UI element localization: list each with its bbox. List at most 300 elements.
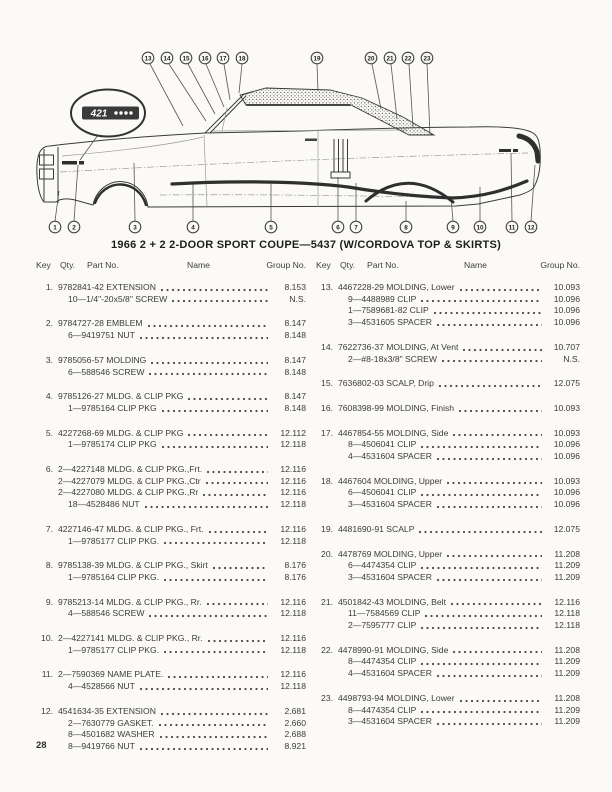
part-item [316,282,580,329]
callouts-top [142,52,433,64]
part-text: 3—4531604 SPACER [348,571,432,582]
part-key: 15. [321,378,333,389]
part-item [316,549,580,584]
emblem-421-text: 421 [90,108,108,120]
dot-leader [139,336,268,340]
header-key: Key [36,260,51,270]
part-group: 10.096 [553,305,580,316]
callout-17 [217,52,229,64]
part-text: 4—4528566 NUT [68,681,135,692]
part-text: 2—#8-18x3/8" SCREW [348,353,438,364]
part-line [36,536,306,548]
part-text: 4541634-35 EXTENSION [58,705,156,716]
part-line [36,318,306,330]
dot-leader [147,324,268,328]
part-line [316,354,580,366]
callout-12 [525,221,537,233]
part-line [36,391,306,403]
part-key: 18. [321,475,333,486]
part-line [316,305,580,317]
part-text: 1—9785174 CLIP PKG [68,439,157,450]
callout-11 [506,221,518,233]
part-item [36,318,306,341]
part-group: 12.116 [554,596,580,607]
part-group: 10.096 [553,293,580,304]
dot-leader [436,457,542,461]
part-text: 2—7630779 GASKET. [68,717,154,728]
part-group: 10.707 [553,341,580,352]
part-line [36,524,306,536]
part-key: 2. [45,318,53,329]
part-line [36,669,306,681]
dot-leader [212,566,268,570]
part-text: 18—4528486 NUT [68,499,140,510]
part-text: 2—4227080 MLDG. & CLIP PKG.,Rr [58,487,199,498]
dot-leader [163,541,268,545]
part-line [36,428,306,440]
dot-leader [420,626,542,630]
callout-number: 6 [336,224,340,232]
page-number: 28 [36,740,47,751]
part-group: 12.118 [554,620,580,631]
header-name: Name [464,260,487,270]
part-group: 8.176 [284,560,306,571]
dot-leader [424,614,542,618]
part-group: 10.093 [553,402,580,413]
part-text: 1—9785177 CLIP PKG. [68,535,160,546]
part-key: 16. [321,402,333,413]
dot-leader [452,433,542,437]
part-key: 22. [321,644,333,655]
callout-number: 3 [133,224,137,232]
part-line [36,572,306,584]
part-text: 8—9419766 NUT [68,740,135,751]
part-line [316,668,580,680]
part-line [36,706,306,718]
part-group: 11.208 [554,692,580,703]
dot-leader [436,674,542,678]
part-key: 17. [321,427,333,438]
part-group: 12.116 [280,475,306,486]
part-item [36,391,306,414]
part-line [316,560,580,572]
dot-leader [446,554,542,558]
dot-leader [160,288,268,292]
part-line [316,476,580,488]
part-line [316,317,580,329]
part-group: 11.209 [554,716,580,727]
part-item [36,560,306,583]
part-group: 10.096 [553,317,580,328]
part-text: 4—4531604 SPACER [348,451,432,462]
callout-number: 22 [404,55,412,63]
part-group: 8.148 [284,402,306,413]
dot-leader [148,372,268,376]
part-group: 8.148 [284,330,306,341]
part-group: 10.096 [553,451,580,462]
part-text: 4467604 MOLDING, Upper [338,475,443,486]
part-line [316,693,580,705]
callout-1 [49,221,61,233]
part-group: 10.096 [553,499,580,510]
part-text: 6—588546 SCREW [68,366,145,377]
header-qty: Qty. [340,260,356,270]
part-text: 4498793-94 MOLDING, Lower [338,692,455,703]
part-group: 10.093 [553,282,580,292]
header-name: Name [187,260,210,270]
part-key: 7. [45,523,53,534]
dot-leader [459,699,542,703]
callout-15 [180,52,192,64]
part-key: 23. [321,692,333,703]
part-item [36,524,306,547]
part-group: 11.209 [554,668,580,679]
part-line [36,487,306,499]
part-text: 7636802-03 SCALP, Drip [338,378,434,389]
part-text: 1—9785164 CLIP PKG. [68,571,160,582]
dot-leader [163,578,268,582]
part-text: 6—4506041 CLIP [348,487,417,498]
dot-leader [446,481,542,485]
callout-9 [447,221,459,233]
part-line [36,355,306,367]
dot-leader [433,311,542,315]
part-text: 2—7590369 NAME PLATE. [58,669,164,680]
rear-emblem [499,149,511,152]
part-group: 11.209 [554,560,580,571]
callout-number: 2 [72,224,76,232]
part-item [36,706,306,753]
dot-leader [420,710,542,714]
part-line [316,608,580,620]
part-line [36,633,306,645]
part-text: 4481690-91 SCALP [338,523,415,534]
part-group: 12.116 [280,669,306,680]
part-line [36,741,306,753]
part-line [36,729,306,741]
part-line [316,597,580,609]
header-part-no: Part No. [367,260,399,270]
dot-leader [441,359,542,363]
part-group: 8.147 [284,354,306,365]
callout-7 [350,221,362,233]
dot-leader [206,470,268,474]
part-item [36,282,306,305]
part-group: 10.093 [553,475,580,486]
dot-leader [436,505,542,509]
dot-leader [148,614,268,618]
part-text: 2—4227148 MLDG. & CLIP PKG.,Frt. [58,464,203,475]
callout-2 [68,221,80,233]
part-group: 8.147 [284,318,306,329]
dot-leader [161,409,268,413]
part-group: 8.147 [284,391,306,402]
part-line [316,428,580,440]
part-line [36,464,306,476]
part-text: 3—4531605 SPACER [348,317,432,328]
header-part-no: Part No. [87,260,119,270]
dot-leader [160,712,268,716]
part-text: 2—4227079 MLDG. & CLIP PKG.,Ctr [58,475,201,486]
lower-body-molding [172,181,527,198]
page-title: 1966 2 + 2 2-DOOR SPORT COUPE—5437 (W/CORDOVA TOP & SKIRTS) [111,239,501,251]
header-group-no: Group No. [266,260,306,270]
part-key: 13. [321,282,333,292]
callout-number: 19 [313,55,321,63]
part-group: 11.209 [554,571,580,582]
callout-3 [129,221,141,233]
callout-20 [365,52,377,64]
part-text: 9784727-28 EMBLEM [58,318,143,329]
dot-leader [167,675,268,679]
callouts-bottom [49,221,537,233]
callout-number: 4 [191,224,195,232]
part-line [316,572,580,584]
cordova-top [205,88,434,135]
part-group: N.S. [563,353,580,364]
dot-leader [139,747,268,751]
part-line [36,476,306,488]
part-item [36,428,306,451]
part-text: 9785126-27 MLDG. & CLIP PKG [58,391,184,402]
callout-number: 11 [508,224,516,232]
part-line [316,487,580,499]
dot-leader [420,445,542,449]
callout-number: 12 [527,224,535,232]
dot-leader [205,481,268,485]
parts-column-right [316,260,580,741]
dot-leader [187,397,268,401]
part-line [316,524,580,536]
callout-21 [384,52,396,64]
part-line [316,294,580,306]
callout-23 [421,52,433,64]
callout-13 [142,52,154,64]
dot-leader [206,602,268,606]
dot-leader [158,723,268,727]
part-line [36,330,306,342]
part-text: 9782841-42 EXTENSION [58,282,156,292]
part-key: 4. [45,391,53,402]
part-key: 19. [321,523,333,534]
part-group: 12.116 [280,523,306,534]
part-text: 1—9785164 CLIP PKG [68,402,157,413]
part-key: 1. [45,282,53,292]
part-group: 8.921 [284,740,306,751]
part-line [36,681,306,693]
callout-number: 18 [238,55,246,63]
part-line [36,294,306,306]
part-text: 7622736-37 MOLDING, At Vent [338,341,459,352]
part-text: 8—4501682 WASHER [68,729,155,740]
part-text: 4227268-69 MLDG. & CLIP PKG [58,427,184,438]
part-text: 9785213-14 MLDG. & CLIP PKG., Rr. [58,596,202,607]
dot-leader [202,493,268,497]
part-group: 12.116 [280,633,306,644]
part-key: 11. [41,669,53,680]
car-diagram [0,25,612,237]
part-text: 6—9419751 NUT [68,330,135,341]
dot-leader [420,662,542,666]
part-text: 4—588546 SCREW [68,608,145,619]
callout-number: 20 [367,55,375,63]
part-group: 10.093 [553,427,580,438]
part-line [316,451,580,463]
callout-14 [161,52,173,64]
part-line [36,367,306,379]
callout-number: 8 [404,224,408,232]
part-group: 8.153 [284,282,306,292]
part-line [36,560,306,572]
callout-19 [311,52,323,64]
part-line [316,620,580,632]
table-header [316,260,580,270]
part-key: 21. [321,596,333,607]
part-line [316,403,580,415]
part-group: 12.116 [280,464,306,475]
part-text: 2—7595777 CLIP [348,620,417,631]
part-line [36,718,306,730]
part-group: 11.209 [554,704,580,715]
part-item [36,464,306,511]
part-key: 3. [45,354,53,365]
part-text: 1—9785177 CLIP PKG. [68,644,160,655]
part-line [316,716,580,728]
part-text: 4478990-91 MOLDING, Side [338,644,449,655]
callout-number: 10 [476,224,484,232]
dot-leader [207,639,268,643]
part-line [316,378,580,390]
rear-quarter-details [305,139,518,179]
part-group: 12.118 [280,681,306,692]
part-text: 1—7589681-82 CLIP [348,305,429,316]
part-group: 8.176 [284,571,306,582]
part-group: N.S. [289,293,306,304]
part-group: 8.148 [284,366,306,377]
part-line [316,705,580,717]
part-group: 12.118 [280,644,306,655]
rear-bumper-cap [519,136,538,161]
dot-leader [187,433,268,437]
callout-number: 17 [219,55,227,63]
part-line [316,499,580,511]
part-key: 6. [45,464,53,475]
part-text: 4227146-47 MLDG. & CLIP PKG., Frt. [58,523,204,534]
part-item [316,428,580,463]
part-key: 8. [45,560,53,571]
dot-leader [436,578,542,582]
table-header [36,260,306,270]
part-text: 3—4531604 SPACER [348,716,432,727]
part-group: 12.118 [280,535,306,546]
callout-6 [332,221,344,233]
part-line [316,342,580,354]
dot-leader [458,409,542,413]
callout-8 [400,221,412,233]
dot-leader [171,299,268,303]
dot-leader [462,348,542,352]
part-group: 12.116 [280,596,306,607]
part-group: 11.209 [554,656,580,667]
dot-leader [420,493,542,497]
dot-leader [420,566,542,570]
callout-number: 14 [163,55,171,63]
part-line [36,608,306,620]
dot-leader [161,445,268,449]
part-text: 4467854-55 MOLDING, Side [338,427,449,438]
part-group: 12.118 [280,608,306,619]
dot-leader [459,288,542,292]
part-key: 5. [45,427,53,438]
part-line [36,597,306,609]
part-text: 4467228-29 MOLDING, Lower [338,282,455,292]
part-text: 9785056-57 MOLDING [58,354,147,365]
part-line [316,439,580,451]
callout-16 [199,52,211,64]
part-text: 4—4531604 SPACER [348,668,432,679]
part-key: 12. [41,705,53,716]
part-key: 9. [45,596,53,607]
callout-5 [265,221,277,233]
part-item [36,355,306,378]
dot-leader [208,530,268,534]
part-text: 11—7584569 CLIP [348,608,421,619]
part-group: 12.116 [280,487,306,498]
part-text: 3—4531604 SPACER [348,499,432,510]
part-group: 12.075 [553,523,580,534]
part-text: 8—4474354 CLIP [348,704,417,715]
dot-leader [438,384,542,388]
part-line [36,645,306,657]
dot-leader [436,722,542,726]
dot-leader [420,299,542,303]
dot-leader [436,323,542,327]
callout-number: 9 [451,224,455,232]
part-group: 12.112 [280,427,306,438]
part-text: 6—4474354 CLIP [348,560,417,571]
part-item [316,476,580,511]
cordova-texture [240,88,434,135]
part-text: 8—4474354 CLIP [348,656,417,667]
part-key: 10. [41,633,53,644]
dot-leader [163,650,268,654]
part-line [36,282,306,294]
part-text: 4501842-43 MOLDING, Belt [338,596,446,607]
louvers [334,139,348,172]
part-group: 11.208 [554,548,580,559]
car-body-outline [37,127,540,207]
part-item [316,597,580,632]
part-group: 2.681 [284,705,306,716]
part-key: 14. [321,341,333,352]
part-group: 12.075 [553,378,580,389]
dot-leader [150,361,268,365]
callout-18 [236,52,248,64]
header-qty: Qty. [60,260,76,270]
part-item [316,693,580,728]
dot-leader [159,735,268,739]
door-handle [305,139,317,142]
part-group: 12.118 [280,439,306,450]
part-text: 10—1/4"-20x5/8" SCREW [68,293,168,304]
fender-skirt-molding [366,183,453,202]
emblem-inset [71,90,145,137]
part-group: 10.096 [553,487,580,498]
callout-4 [187,221,199,233]
part-text: 7608398-99 MOLDING, Finish [338,402,455,413]
header-group-no: Group No. [540,260,580,270]
part-group: 2.660 [284,717,306,728]
